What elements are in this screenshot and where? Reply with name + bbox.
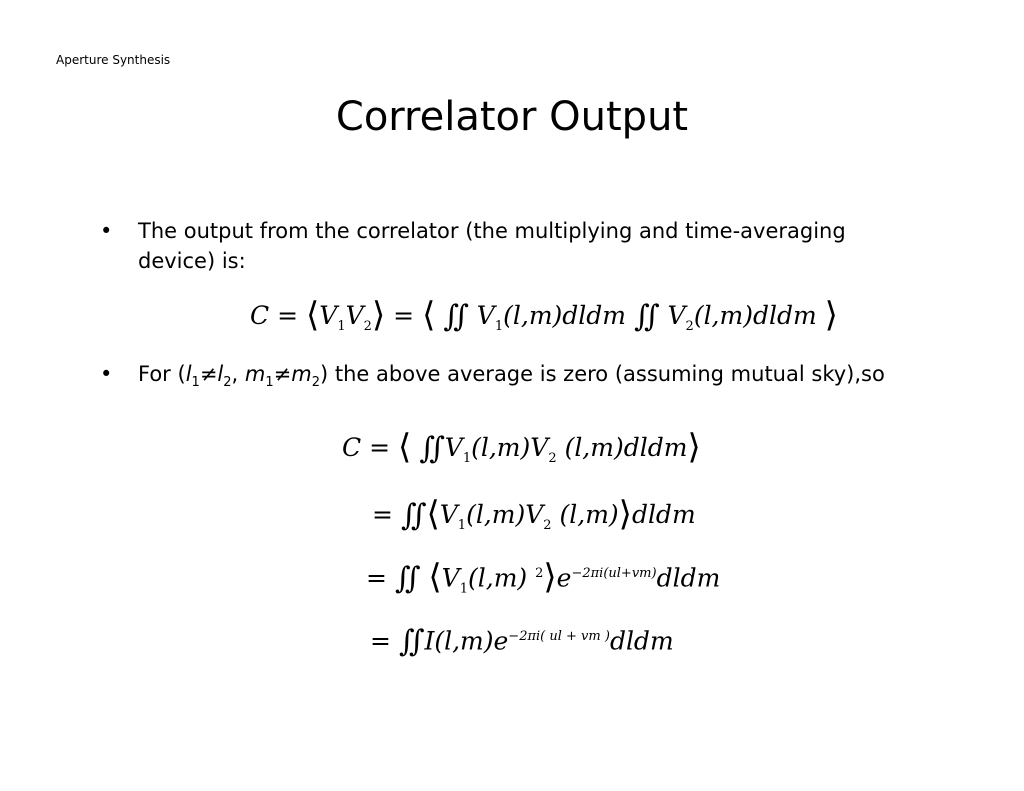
dldm: dldm [562, 301, 627, 330]
bullet-text: The output from the correlator (the multiplying and time-averaging device) is: [138, 219, 846, 273]
equation-step-3: = ∬ $⟨V_1(l,m)$ $^2⟩e^{-2\pi i(ul+vm)}dldm$ [366, 557, 721, 598]
double-integral: ∬ [443, 299, 469, 334]
bullet-marker: • [100, 362, 113, 386]
double-integral: ∬ [419, 431, 445, 466]
bullet-text: For ($l_1\ne l_2$, $m_1\ne m_2$) the above average is zero (assuming mutual sky),so [138, 362, 885, 391]
double-integral: ∬ [633, 299, 660, 334]
equals: = [393, 301, 415, 330]
double-integral: ∬ [400, 498, 427, 533]
equation-correlator-definition: $C = ⟨V_1V_2⟩$ = ⟨ ∬ $V_1(l,m)dldm$ ∬ $V_2(l,m)dldm$ ⟩ [250, 295, 838, 335]
left-angle: ⟨ [306, 295, 320, 335]
section-header: Aperture Synthesis [56, 53, 171, 67]
double-integral: ∬ [394, 561, 421, 597]
var-c: C [250, 301, 270, 330]
bullet-marker: • [100, 219, 113, 243]
var-v: V [667, 301, 686, 330]
equation-step-2: = $∬⟨V_1(l,m)V_2$ (l,m)⟩dldm [372, 494, 696, 534]
right-angle: ⟩ [824, 295, 838, 335]
var-v: V [476, 301, 495, 330]
var-v: V [345, 301, 364, 330]
left-angle: ⟨ [422, 295, 436, 335]
equals: = [277, 301, 299, 330]
args: (l,m) [503, 301, 563, 330]
right-angle: ⟩ [371, 295, 386, 335]
equation-step-1: C = ⟨ $∬V_1(l,m)V_2$ (l,m)dldm⟩ [342, 427, 701, 467]
dldm: dldm [752, 301, 817, 330]
slide-title: Correlator Output [335, 94, 689, 140]
args: (l,m) [693, 301, 753, 330]
double-integral: ∬ [398, 624, 425, 660]
var-v: V [319, 301, 338, 330]
var-intensity: I [424, 626, 435, 656]
equation-step-4: = $∬I(l,m)e^{-2\pi i( ul + vm )}dldm$ [370, 624, 674, 660]
